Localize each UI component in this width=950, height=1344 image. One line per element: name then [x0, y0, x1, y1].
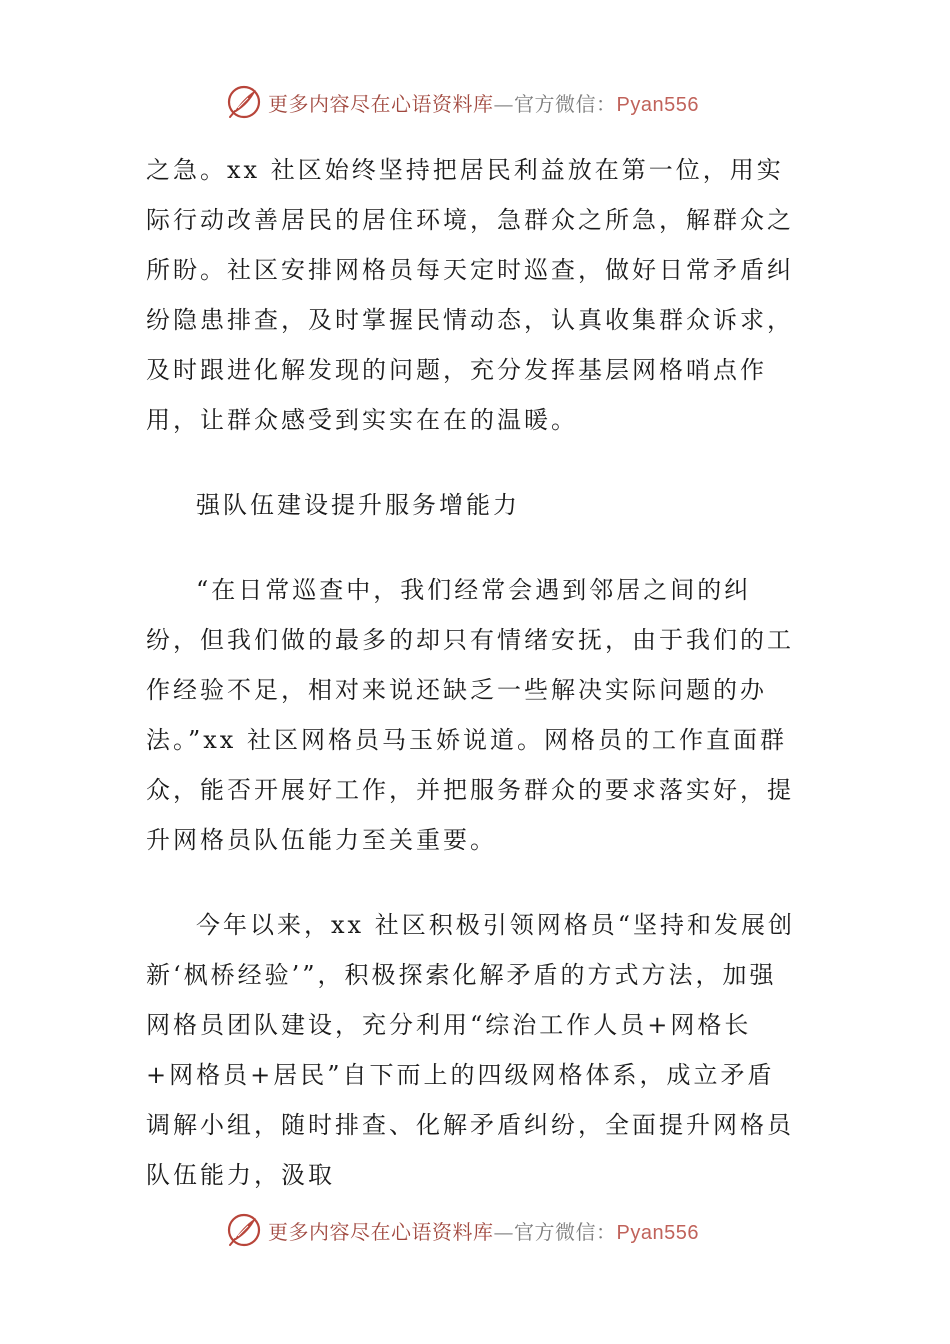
watermark-dash: — [493, 1219, 514, 1244]
watermark-main: 更多内容尽在心语资料库 [268, 1219, 494, 1244]
footer-watermark [226, 1210, 746, 1250]
quill-logo-icon [226, 84, 262, 120]
document-body [146, 145, 801, 1200]
watermark-text [268, 1216, 699, 1245]
watermark-text [268, 88, 699, 117]
watermark-wechat-label: 官方微信： [514, 91, 617, 116]
section-heading: 强队伍建设提升服务增能力 [196, 491, 520, 519]
watermark-wechat-id: Pyan556 [616, 93, 699, 116]
paragraph-3: 今年以来，xx 社区积极引领网格员“坚持和发展创新‘枫桥经验’”，积极探索化解矛盾的方式方法，加强网格员团队建设，充分利用“综治工作人员+网格长+网格员+居民”自下而上的四级网格体系，成立矛盾调解小组，随时排查、化解矛盾纠纷，全面提升网格员队伍能力，汲取 [146, 911, 795, 1189]
watermark-wechat-label: 官方微信： [514, 1219, 617, 1244]
quill-logo-icon [226, 1212, 262, 1248]
header-watermark [226, 82, 746, 122]
watermark-main: 更多内容尽在心语资料库 [268, 91, 494, 116]
paragraph-2: “在日常巡查中，我们经常会遇到邻居之间的纠纷，但我们做的最多的却只有情绪安抚，由于我们的工作经验不足，相对来说还缺乏一些解决实际问题的办法。”xx 社区网格员马玉娇说道。网格员的工作直面群众，能否开展好工作，并把服务群众的要求落实好，提升网格员队伍能力至关重要。 [146, 576, 794, 854]
watermark-dash: — [493, 91, 514, 116]
watermark-wechat-id: Pyan556 [616, 1221, 699, 1244]
paragraph-1: 之急。xx 社区始终坚持把居民利益放在第一位，用实际行动改善居民的居住环境，急群众之所急，解群众之所盼。社区安排网格员每天定时巡查，做好日常矛盾纠纷隐患排查，及时掌握民情动态，认真收集群众诉求，及时跟进化解发现的问题，充分发挥基层网格哨点作用，让群众感受到实实在在的温暖。 [146, 156, 794, 434]
